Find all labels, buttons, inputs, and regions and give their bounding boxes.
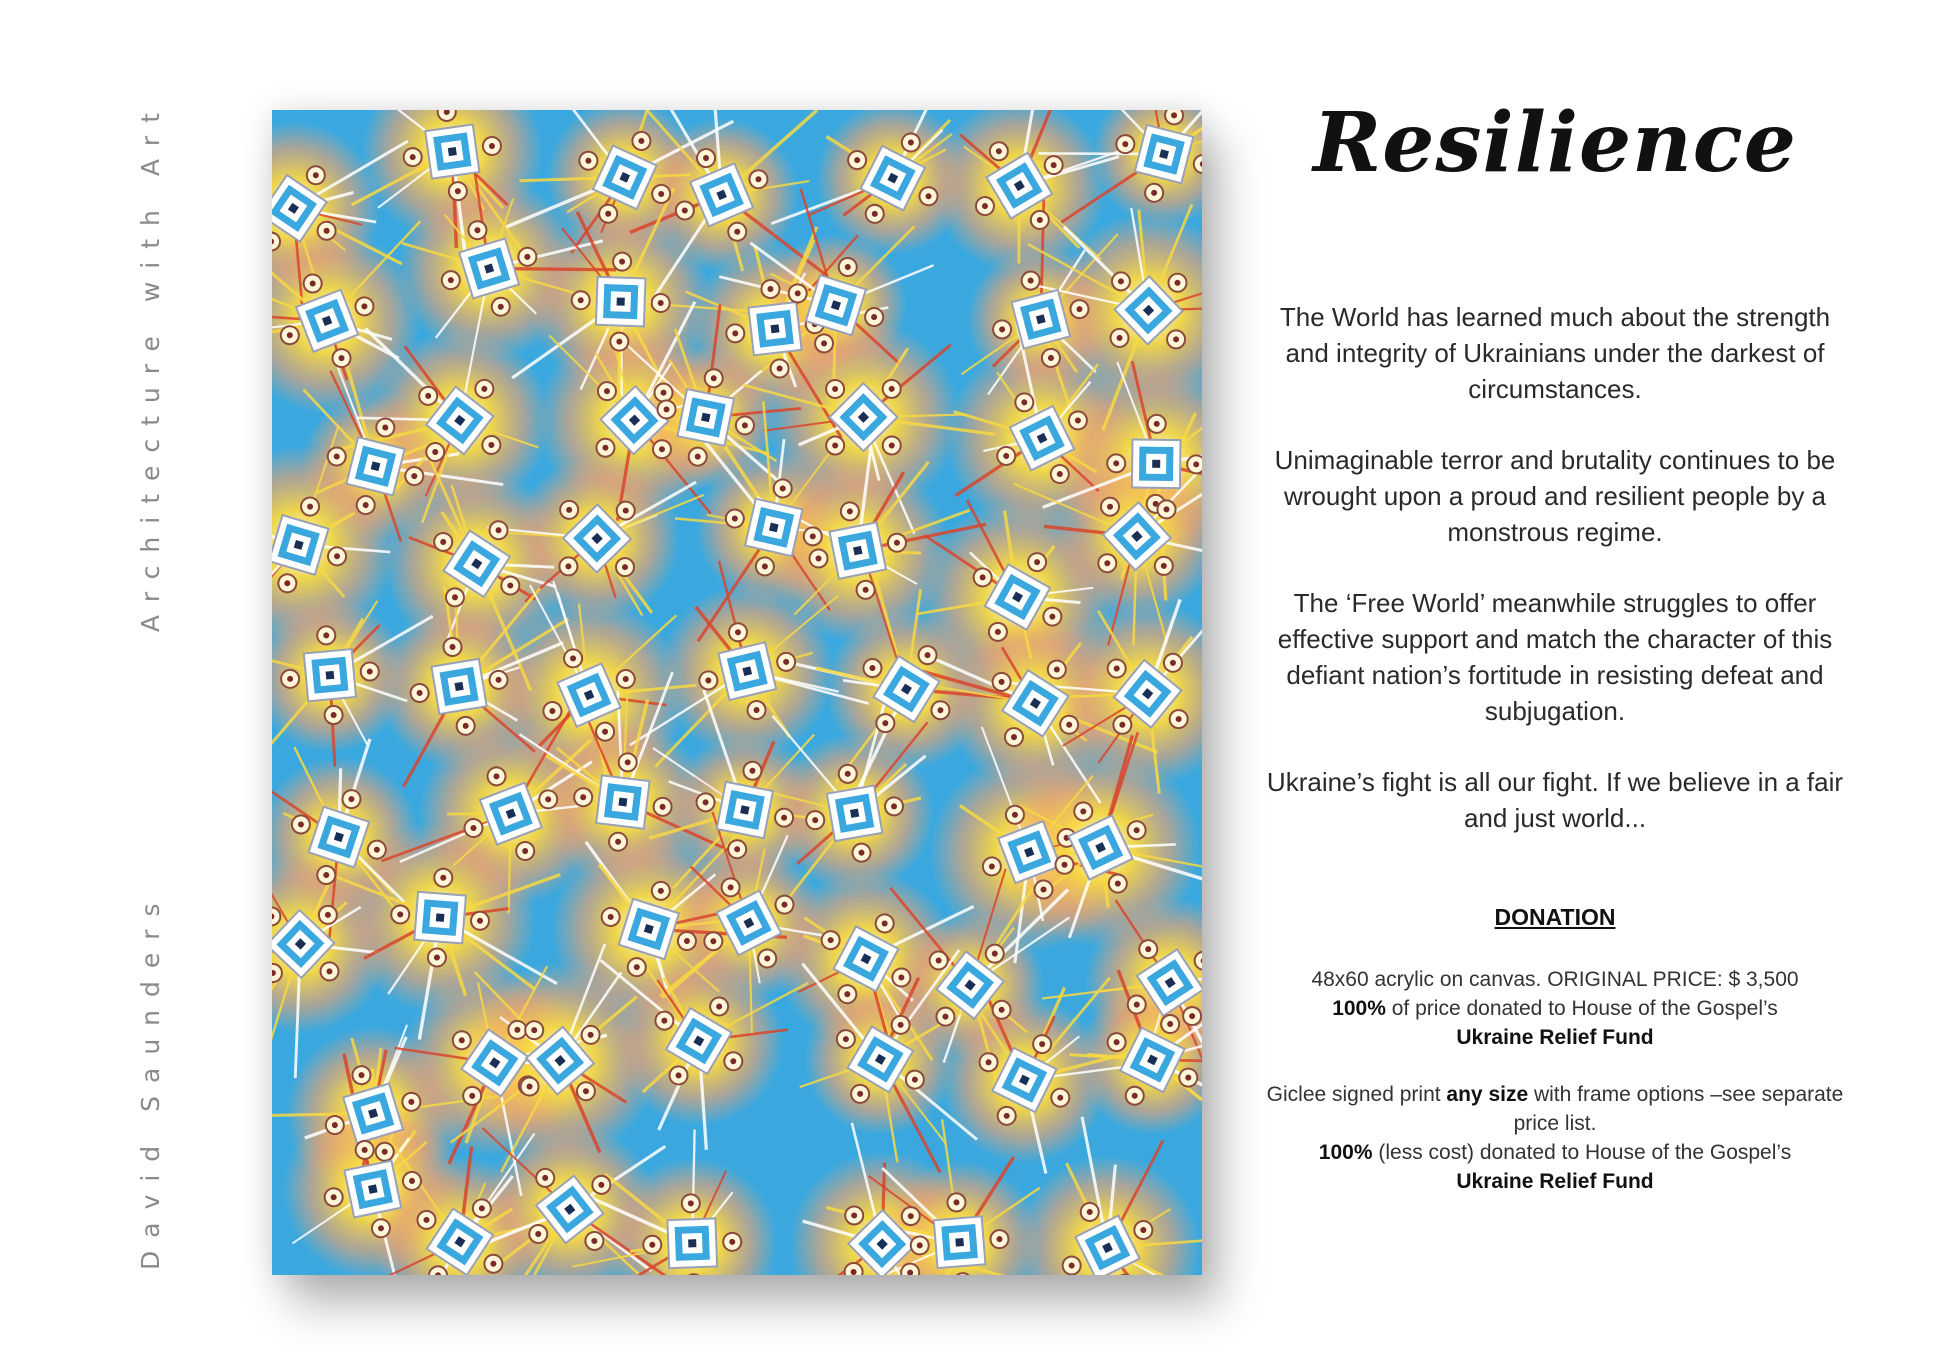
original-spec: 48x60 acrylic on canvas. ORIGINAL PRICE: $ 3,500: [1311, 968, 1799, 991]
artwork-title: Resilience: [1313, 95, 1797, 191]
artist-statement: [1265, 299, 1845, 836]
original-price-info: [1265, 965, 1845, 1052]
donation-details: [1265, 965, 1845, 1196]
statement-paragraph-1: The World has learned much about the strength and integrity of Ukrainians under the darkest of circumstances.: [1279, 302, 1831, 404]
donation-heading: DONATION: [1494, 904, 1616, 930]
statement-paragraph-4: Ukraine’s fight is all our fight. If we believe in a fair and just world...: [1266, 767, 1844, 833]
print-text-pre: Giclee signed print: [1266, 1083, 1447, 1106]
print-percent: 100%: [1318, 1141, 1373, 1164]
original-percent: 100%: [1332, 997, 1386, 1020]
original-fund-name: Ukraine Relief Fund: [1456, 1026, 1654, 1049]
original-donation-text: of price donated to House of the Gospel’s: [1385, 997, 1778, 1020]
painting-canvas: [272, 110, 1202, 1275]
print-price-info: [1265, 1080, 1845, 1196]
vertical-credit: [130, 100, 170, 1270]
painting: [272, 110, 1202, 1275]
artist-name: David Saunders: [135, 890, 165, 1270]
statement-paragraph-2: Unimaginable terror and brutality continues to be wrought upon a proud and resilient people by a monstrous regime.: [1274, 445, 1836, 547]
info-column: [1265, 95, 1845, 1224]
statement-paragraph-3: The ‘Free World’ meanwhile struggles to offer effective support and match the character of this defiant nation’s fortitude in resisting defeat and subjugation.: [1277, 588, 1833, 726]
print-size: any size: [1446, 1083, 1529, 1106]
print-fund-name: Ukraine Relief Fund: [1456, 1170, 1654, 1193]
print-text-post: with frame options –see separate price list.: [1513, 1083, 1844, 1135]
print-donation-text: (less cost) donated to House of the Gospel’s: [1372, 1141, 1792, 1164]
artist-tagline: Architecture with Art: [135, 100, 165, 633]
